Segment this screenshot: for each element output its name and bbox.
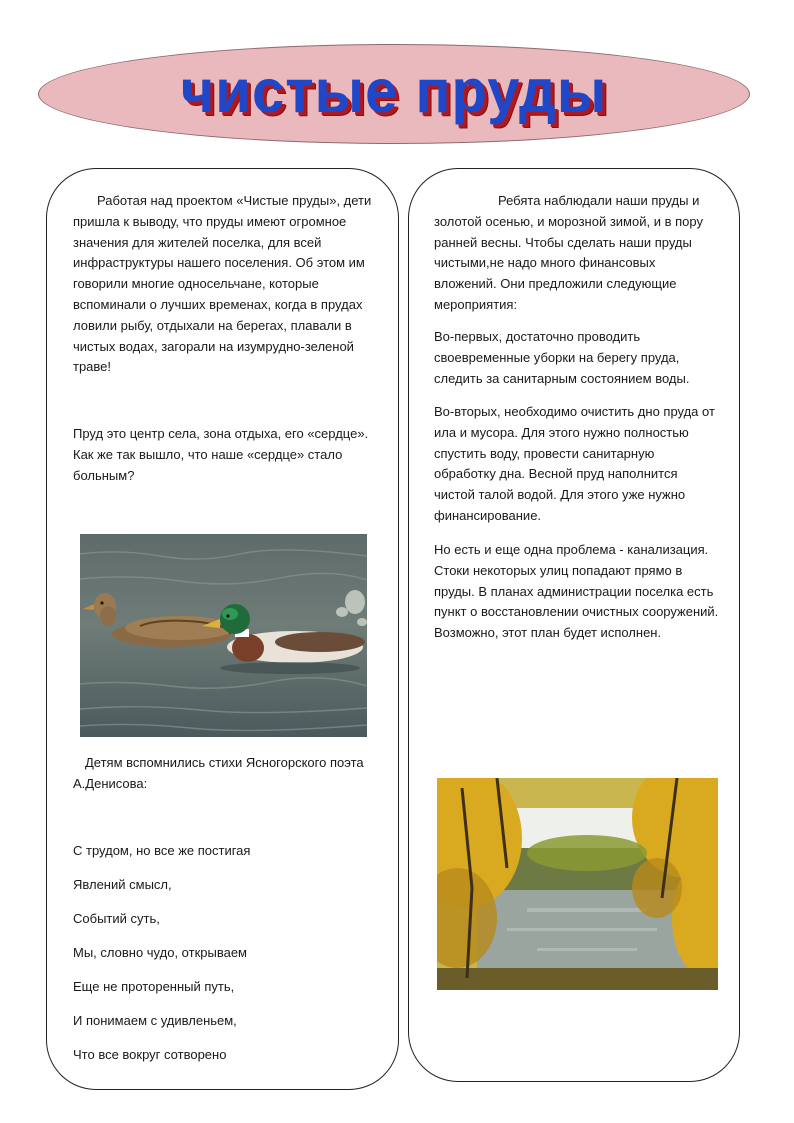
- poem-line: С трудом, но все же постигая: [73, 843, 251, 858]
- poem-line: Еще не проторенный путь,: [73, 979, 235, 994]
- poem-line: Мы, словно чудо, открываем: [73, 945, 247, 960]
- page-title: чистые пруды: [180, 57, 608, 126]
- poem-line: И понимаем с удивленьем,: [73, 1013, 237, 1028]
- poem-line: Что все вокруг сотворено: [73, 1047, 227, 1062]
- autumn-pond-photo: [437, 778, 718, 990]
- right-paragraph-2: Во-первых, достаточно проводить своевременные уборки на берегу пруда, следить за санитарным состоянием воды.: [434, 329, 690, 386]
- left-paragraph-2: Пруд это центр села, зона отдыха, его «сердце». Как же так вышло, что наше «сердце» стало больным?: [73, 426, 369, 483]
- left-paragraph-3: Детям вспомнились стихи Ясногорского поэта А.Денисова:: [73, 755, 364, 791]
- right-paragraph-4: Но есть и еще одна проблема - канализация. Стоки некоторых улиц попадают прямо в пруды. В планах администрации поселка есть пункт о восстановлении очистных сооружений. Возможно, этот план будет исполнен.: [434, 542, 719, 641]
- right-paragraph-3: Во-вторых, необходимо очистить дно пруда от ила и мусора. Для этого нужно полностью спустить воду, провести санитарную обработку дна. Весной пруд наполнится чистой талой водой. Для этого уже нужно финансирование.: [434, 404, 715, 523]
- right-paragraph-1: Ребята наблюдали наши пруды и золотой осенью, и морозной зимой, и в пору ранней весны. Чтобы сделать наши пруды чистыми,не надо много финансовых вложений. Они предложили следующие мероприятия:: [434, 193, 703, 312]
- left-paragraph-1: Работая над проектом «Чистые пруды», дети пришла к выводу, что пруды имеют огромное значения для жителей поселка, для всей инфраструктуры нашего поселения. Об этом им говорили многие односельчане, которые вспоминали о лучших временах, когда в прудах ловили рыбу, отдыхали на берегах, плавали в чистых водах, загорали на изумрудно-зеленой траве!: [73, 193, 372, 375]
- ducks-photo: [80, 534, 367, 737]
- poem-line: Явлений смысл,: [73, 877, 172, 892]
- poem-line: Событий суть,: [73, 911, 160, 926]
